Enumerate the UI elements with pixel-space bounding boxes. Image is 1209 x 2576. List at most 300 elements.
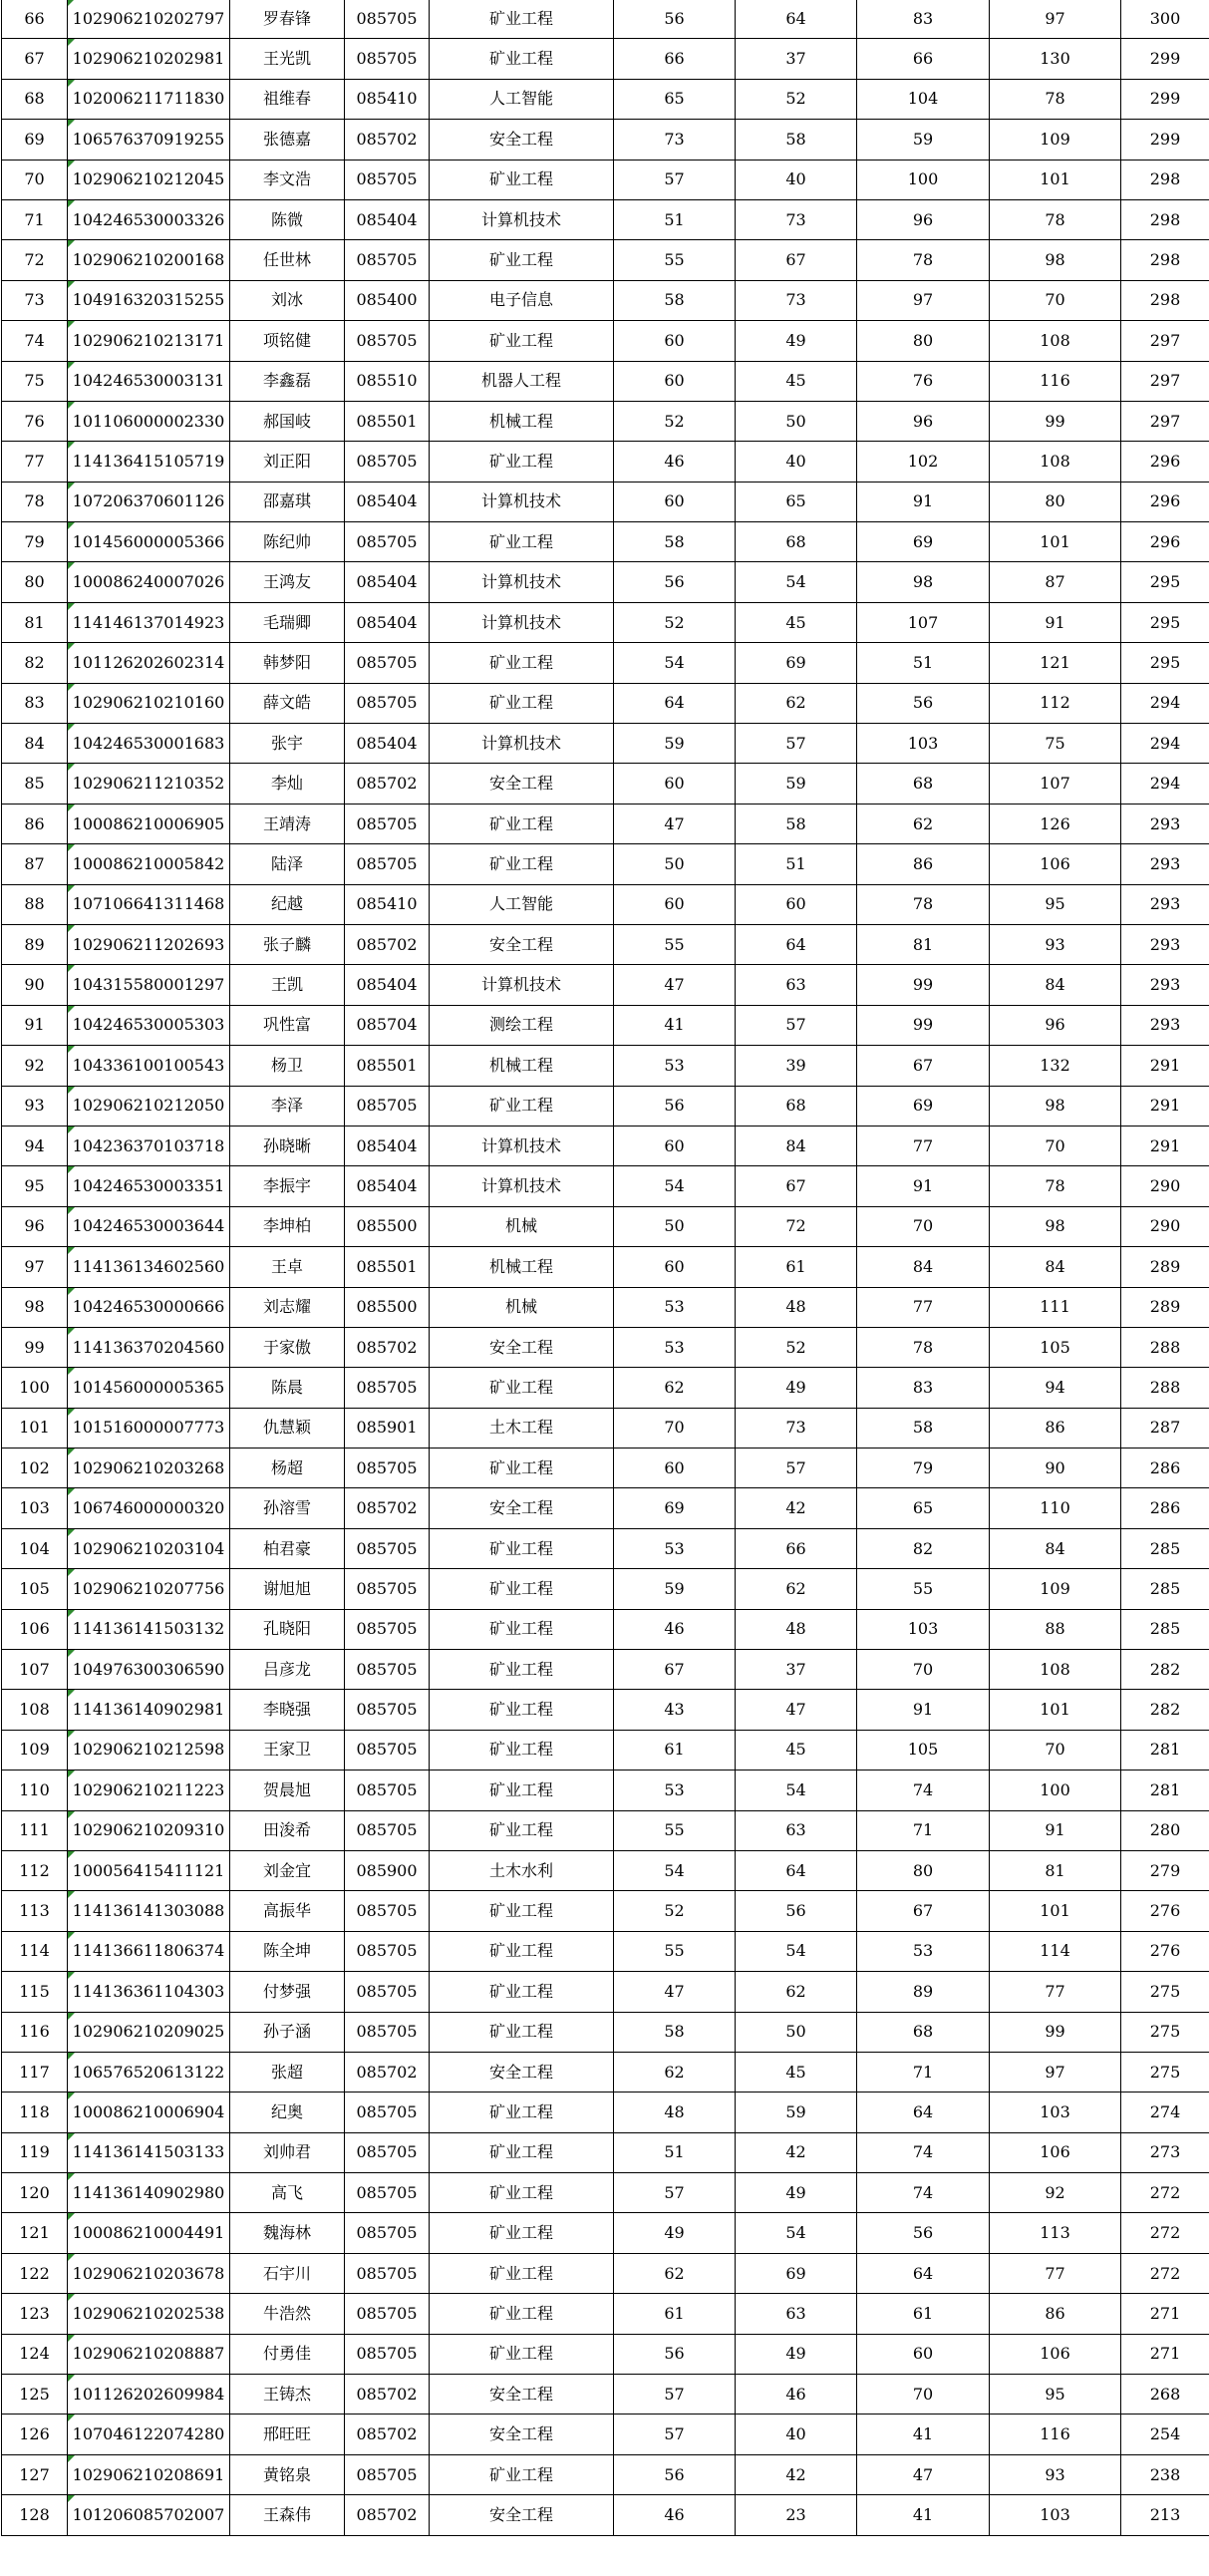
total-score-cell: 297 [1121, 361, 1209, 401]
major-name-cell: 矿业工程 [430, 2132, 614, 2172]
politics-score-cell: 61 [614, 1730, 736, 1770]
table-row [2, 1368, 1209, 1408]
major-code-cell: 085705 [345, 2253, 430, 2293]
subject-1-score-cell: 55 [857, 1569, 990, 1609]
major-code-cell: 085705 [345, 2093, 430, 2132]
total-score-cell: 294 [1121, 724, 1209, 764]
exam-id-cell: 114136140902980 [68, 2173, 230, 2213]
total-score-cell: 285 [1121, 1569, 1209, 1609]
rank-cell: 70 [2, 160, 68, 199]
subject-2-score-cell: 100 [990, 1771, 1121, 1810]
politics-score-cell: 60 [614, 1247, 736, 1287]
subject-2-score-cell: 114 [990, 1931, 1121, 1971]
foreign-language-score-cell: 60 [736, 884, 857, 924]
major-name-cell: 电子信息 [430, 280, 614, 320]
name-cell: 石宇川 [230, 2253, 345, 2293]
major-name-cell: 矿业工程 [430, 1771, 614, 1810]
rank-cell: 68 [2, 79, 68, 119]
major-name-cell: 土木水利 [430, 1850, 614, 1890]
major-code-cell: 085705 [345, 240, 430, 280]
subject-2-score-cell: 96 [990, 1005, 1121, 1045]
table-row [2, 2375, 1209, 2415]
name-cell: 陈晨 [230, 1368, 345, 1408]
major-name-cell: 安全工程 [430, 2375, 614, 2415]
exam-id-cell: 102906210200168 [68, 240, 230, 280]
name-cell: 祖维春 [230, 79, 345, 119]
subject-2-score-cell: 106 [990, 2132, 1121, 2172]
table-row [2, 1730, 1209, 1770]
name-cell: 李文浩 [230, 160, 345, 199]
major-code-cell: 085404 [345, 602, 430, 642]
subject-1-score-cell: 78 [857, 884, 990, 924]
politics-score-cell: 55 [614, 924, 736, 964]
foreign-language-score-cell: 49 [736, 1368, 857, 1408]
subject-2-score-cell: 86 [990, 1408, 1121, 1448]
total-score-cell: 296 [1121, 442, 1209, 482]
exam-id-cell: 107106641311468 [68, 884, 230, 924]
table-row [2, 199, 1209, 239]
exam-id-cell: 100086210004491 [68, 2213, 230, 2253]
foreign-language-score-cell: 64 [736, 924, 857, 964]
foreign-language-score-cell: 40 [736, 2415, 857, 2454]
foreign-language-score-cell: 58 [736, 804, 857, 843]
exam-id-cell: 101106000002330 [68, 401, 230, 441]
politics-score-cell: 56 [614, 2454, 736, 2494]
rank-cell: 83 [2, 683, 68, 723]
table-row [2, 2495, 1209, 2535]
rank-cell: 73 [2, 280, 68, 320]
exam-id-cell: 104246530003326 [68, 199, 230, 239]
subject-2-score-cell: 84 [990, 1528, 1121, 1568]
exam-id-cell: 101456000005365 [68, 1368, 230, 1408]
rank-cell: 102 [2, 1449, 68, 1488]
foreign-language-score-cell: 68 [736, 522, 857, 562]
subject-1-score-cell: 41 [857, 2415, 990, 2454]
foreign-language-score-cell: 49 [736, 2173, 857, 2213]
rank-cell: 93 [2, 1086, 68, 1126]
total-score-cell: 272 [1121, 2213, 1209, 2253]
table-row [2, 1126, 1209, 1165]
politics-score-cell: 55 [614, 1810, 736, 1850]
total-score-cell: 295 [1121, 643, 1209, 683]
exam-id-cell: 114136140902981 [68, 1690, 230, 1730]
total-score-cell: 290 [1121, 1166, 1209, 1206]
major-name-cell: 矿业工程 [430, 1528, 614, 1568]
foreign-language-score-cell: 45 [736, 602, 857, 642]
exam-id-cell: 104246530003131 [68, 361, 230, 401]
exam-id-cell: 104246530003351 [68, 1166, 230, 1206]
name-cell: 付勇佳 [230, 2334, 345, 2374]
exam-id-cell: 104315580001297 [68, 965, 230, 1005]
table-row [2, 884, 1209, 924]
rank-cell: 81 [2, 602, 68, 642]
politics-score-cell: 65 [614, 79, 736, 119]
subject-2-score-cell: 91 [990, 1810, 1121, 1850]
rank-cell: 99 [2, 1327, 68, 1367]
name-cell: 张德嘉 [230, 120, 345, 160]
rank-cell: 128 [2, 2495, 68, 2535]
table-row [2, 965, 1209, 1005]
politics-score-cell: 62 [614, 2052, 736, 2092]
rank-cell: 103 [2, 1488, 68, 1528]
exam-id-cell: 104246530001683 [68, 724, 230, 764]
rank-cell: 111 [2, 1810, 68, 1850]
subject-2-score-cell: 92 [990, 2173, 1121, 2213]
name-cell: 郝国岐 [230, 401, 345, 441]
politics-score-cell: 61 [614, 2294, 736, 2334]
subject-2-score-cell: 126 [990, 804, 1121, 843]
subject-2-score-cell: 90 [990, 1449, 1121, 1488]
subject-1-score-cell: 74 [857, 2173, 990, 2213]
rank-cell: 92 [2, 1046, 68, 1086]
major-code-cell: 085510 [345, 361, 430, 401]
name-cell: 王铸杰 [230, 2375, 345, 2415]
total-score-cell: 299 [1121, 79, 1209, 119]
subject-2-score-cell: 78 [990, 79, 1121, 119]
major-code-cell: 085400 [345, 280, 430, 320]
foreign-language-score-cell: 45 [736, 1730, 857, 1770]
exam-id-cell: 102906211210352 [68, 764, 230, 804]
table-row [2, 1206, 1209, 1246]
major-code-cell: 085705 [345, 39, 430, 79]
subject-1-score-cell: 82 [857, 1528, 990, 1568]
subject-2-score-cell: 116 [990, 361, 1121, 401]
total-score-cell: 295 [1121, 562, 1209, 602]
name-cell: 吕彦龙 [230, 1650, 345, 1690]
total-score-cell: 275 [1121, 2052, 1209, 2092]
major-name-cell: 矿业工程 [430, 1690, 614, 1730]
subject-1-score-cell: 56 [857, 683, 990, 723]
name-cell: 于家傲 [230, 1327, 345, 1367]
name-cell: 李泽 [230, 1086, 345, 1126]
name-cell: 高振华 [230, 1891, 345, 1931]
major-code-cell: 085501 [345, 401, 430, 441]
major-code-cell: 085705 [345, 1690, 430, 1730]
foreign-language-score-cell: 23 [736, 2495, 857, 2535]
foreign-language-score-cell: 73 [736, 199, 857, 239]
foreign-language-score-cell: 52 [736, 79, 857, 119]
major-code-cell: 085705 [345, 1569, 430, 1609]
major-code-cell: 085705 [345, 683, 430, 723]
foreign-language-score-cell: 62 [736, 683, 857, 723]
table-row [2, 1771, 1209, 1810]
total-score-cell: 299 [1121, 120, 1209, 160]
total-score-cell: 293 [1121, 804, 1209, 843]
name-cell: 孔晓阳 [230, 1609, 345, 1649]
major-code-cell: 085702 [345, 2052, 430, 2092]
table-row [2, 1931, 1209, 1971]
exam-id-cell: 101516000007773 [68, 1408, 230, 1448]
foreign-language-score-cell: 64 [736, 0, 857, 39]
major-code-cell: 085705 [345, 643, 430, 683]
name-cell: 牛浩然 [230, 2294, 345, 2334]
subject-2-score-cell: 121 [990, 643, 1121, 683]
politics-score-cell: 60 [614, 884, 736, 924]
rank-cell: 101 [2, 1408, 68, 1448]
total-score-cell: 296 [1121, 522, 1209, 562]
subject-1-score-cell: 68 [857, 764, 990, 804]
exam-id-cell: 106576520613122 [68, 2052, 230, 2092]
name-cell: 孙溶雪 [230, 1488, 345, 1528]
subject-1-score-cell: 100 [857, 160, 990, 199]
subject-1-score-cell: 67 [857, 1891, 990, 1931]
foreign-language-score-cell: 54 [736, 562, 857, 602]
exam-id-cell: 102906210212598 [68, 1730, 230, 1770]
foreign-language-score-cell: 69 [736, 643, 857, 683]
name-cell: 付梦强 [230, 1972, 345, 2012]
total-score-cell: 291 [1121, 1126, 1209, 1165]
major-code-cell: 085705 [345, 1771, 430, 1810]
exam-id-cell: 104246530000666 [68, 1287, 230, 1327]
major-name-cell: 矿业工程 [430, 442, 614, 482]
name-cell: 王家卫 [230, 1730, 345, 1770]
exam-id-cell: 100056415411121 [68, 1850, 230, 1890]
major-code-cell: 085705 [345, 1730, 430, 1770]
exam-id-cell: 102906210202981 [68, 39, 230, 79]
politics-score-cell: 58 [614, 280, 736, 320]
subject-1-score-cell: 91 [857, 1166, 990, 1206]
major-name-cell: 机械工程 [430, 1046, 614, 1086]
subject-1-score-cell: 77 [857, 1287, 990, 1327]
table-row [2, 924, 1209, 964]
major-code-cell: 085705 [345, 2294, 430, 2334]
subject-2-score-cell: 130 [990, 39, 1121, 79]
politics-score-cell: 52 [614, 401, 736, 441]
exam-id-cell: 102906210203104 [68, 1528, 230, 1568]
foreign-language-score-cell: 73 [736, 280, 857, 320]
major-code-cell: 085705 [345, 1972, 430, 2012]
foreign-language-score-cell: 50 [736, 2012, 857, 2052]
subject-1-score-cell: 58 [857, 1408, 990, 1448]
major-name-cell: 矿业工程 [430, 2253, 614, 2293]
table-row [2, 2093, 1209, 2132]
name-cell: 纪奥 [230, 2093, 345, 2132]
subject-2-score-cell: 108 [990, 442, 1121, 482]
foreign-language-score-cell: 56 [736, 1891, 857, 1931]
major-code-cell: 085404 [345, 965, 430, 1005]
rank-cell: 79 [2, 522, 68, 562]
politics-score-cell: 66 [614, 39, 736, 79]
subject-1-score-cell: 67 [857, 1046, 990, 1086]
table-row [2, 2012, 1209, 2052]
major-name-cell: 矿业工程 [430, 2294, 614, 2334]
rank-cell: 69 [2, 120, 68, 160]
name-cell: 柏君豪 [230, 1528, 345, 1568]
subject-2-score-cell: 108 [990, 1650, 1121, 1690]
name-cell: 张宇 [230, 724, 345, 764]
exam-id-cell: 102906211202693 [68, 924, 230, 964]
exam-id-cell: 100086210006904 [68, 2093, 230, 2132]
total-score-cell: 298 [1121, 240, 1209, 280]
major-code-cell: 085410 [345, 884, 430, 924]
rank-cell: 116 [2, 2012, 68, 2052]
subject-1-score-cell: 56 [857, 2213, 990, 2253]
table-row [2, 482, 1209, 521]
foreign-language-score-cell: 54 [736, 1931, 857, 1971]
subject-1-score-cell: 83 [857, 1368, 990, 1408]
rank-cell: 77 [2, 442, 68, 482]
major-name-cell: 矿业工程 [430, 683, 614, 723]
exam-id-cell: 106746000000320 [68, 1488, 230, 1528]
name-cell: 陈微 [230, 199, 345, 239]
major-name-cell: 矿业工程 [430, 2093, 614, 2132]
exam-id-cell: 102906210211223 [68, 1771, 230, 1810]
subject-1-score-cell: 71 [857, 1810, 990, 1850]
major-name-cell: 矿业工程 [430, 160, 614, 199]
exam-id-cell: 102906210213171 [68, 321, 230, 361]
table-row [2, 0, 1209, 39]
major-name-cell: 机器人工程 [430, 361, 614, 401]
rank-cell: 78 [2, 482, 68, 521]
subject-1-score-cell: 78 [857, 240, 990, 280]
politics-score-cell: 60 [614, 361, 736, 401]
rank-cell: 88 [2, 884, 68, 924]
foreign-language-score-cell: 61 [736, 1247, 857, 1287]
rank-cell: 80 [2, 562, 68, 602]
major-code-cell: 085705 [345, 2213, 430, 2253]
total-score-cell: 279 [1121, 1850, 1209, 1890]
politics-score-cell: 56 [614, 0, 736, 39]
major-code-cell: 085705 [345, 1931, 430, 1971]
exam-id-cell: 114136141303088 [68, 1891, 230, 1931]
major-name-cell: 计算机技术 [430, 1126, 614, 1165]
table-row [2, 1488, 1209, 1528]
rank-cell: 72 [2, 240, 68, 280]
exam-id-cell: 101206085702007 [68, 2495, 230, 2535]
table-row [2, 1569, 1209, 1609]
foreign-language-score-cell: 52 [736, 1327, 857, 1367]
politics-score-cell: 70 [614, 1408, 736, 1448]
table-row [2, 683, 1209, 723]
major-code-cell: 085705 [345, 1609, 430, 1649]
total-score-cell: 276 [1121, 1891, 1209, 1931]
total-score-cell: 290 [1121, 1206, 1209, 1246]
total-score-cell: 274 [1121, 2093, 1209, 2132]
major-code-cell: 085705 [345, 0, 430, 39]
major-name-cell: 计算机技术 [430, 965, 614, 1005]
rank-cell: 112 [2, 1850, 68, 1890]
subject-1-score-cell: 76 [857, 361, 990, 401]
rank-cell: 126 [2, 2415, 68, 2454]
foreign-language-score-cell: 68 [736, 1086, 857, 1126]
total-score-cell: 238 [1121, 2454, 1209, 2494]
name-cell: 张子麟 [230, 924, 345, 964]
name-cell: 王森伟 [230, 2495, 345, 2535]
name-cell: 刘志耀 [230, 1287, 345, 1327]
total-score-cell: 273 [1121, 2132, 1209, 2172]
name-cell: 李晓强 [230, 1690, 345, 1730]
subject-2-score-cell: 77 [990, 1972, 1121, 2012]
politics-score-cell: 51 [614, 2132, 736, 2172]
table-row [2, 1086, 1209, 1126]
table-row [2, 2253, 1209, 2293]
rank-cell: 105 [2, 1569, 68, 1609]
major-code-cell: 085404 [345, 482, 430, 521]
total-score-cell: 293 [1121, 965, 1209, 1005]
major-code-cell: 085705 [345, 2454, 430, 2494]
foreign-language-score-cell: 49 [736, 321, 857, 361]
subject-2-score-cell: 110 [990, 1488, 1121, 1528]
subject-1-score-cell: 104 [857, 79, 990, 119]
exam-id-cell: 102906210210160 [68, 683, 230, 723]
exam-id-cell: 102906210202797 [68, 0, 230, 39]
foreign-language-score-cell: 62 [736, 1972, 857, 2012]
subject-2-score-cell: 70 [990, 280, 1121, 320]
major-code-cell: 085705 [345, 2173, 430, 2213]
table-row [2, 1005, 1209, 1045]
major-name-cell: 安全工程 [430, 1488, 614, 1528]
total-score-cell: 282 [1121, 1690, 1209, 1730]
total-score-cell: 280 [1121, 1810, 1209, 1850]
major-code-cell: 085702 [345, 924, 430, 964]
subject-1-score-cell: 68 [857, 2012, 990, 2052]
exam-id-cell: 114136134602560 [68, 1247, 230, 1287]
major-name-cell: 计算机技术 [430, 482, 614, 521]
politics-score-cell: 54 [614, 643, 736, 683]
major-name-cell: 矿业工程 [430, 1931, 614, 1971]
subject-2-score-cell: 75 [990, 724, 1121, 764]
name-cell: 田浚希 [230, 1810, 345, 1850]
foreign-language-score-cell: 57 [736, 724, 857, 764]
table-row [2, 602, 1209, 642]
subject-1-score-cell: 89 [857, 1972, 990, 2012]
politics-score-cell: 73 [614, 120, 736, 160]
total-score-cell: 300 [1121, 0, 1209, 39]
name-cell: 魏海林 [230, 2213, 345, 2253]
foreign-language-score-cell: 72 [736, 1206, 857, 1246]
subject-2-score-cell: 103 [990, 2093, 1121, 2132]
major-code-cell: 085705 [345, 2012, 430, 2052]
major-name-cell: 矿业工程 [430, 1569, 614, 1609]
subject-2-score-cell: 93 [990, 2454, 1121, 2494]
table-row [2, 1609, 1209, 1649]
major-code-cell: 085705 [345, 1650, 430, 1690]
politics-score-cell: 53 [614, 1287, 736, 1327]
subject-1-score-cell: 83 [857, 0, 990, 39]
politics-score-cell: 46 [614, 2495, 736, 2535]
table-row [2, 1972, 1209, 2012]
exam-id-cell: 104246530003644 [68, 1206, 230, 1246]
major-name-cell: 矿业工程 [430, 1449, 614, 1488]
politics-score-cell: 64 [614, 683, 736, 723]
table-row [2, 39, 1209, 79]
rank-cell: 84 [2, 724, 68, 764]
subject-1-score-cell: 61 [857, 2294, 990, 2334]
subject-1-score-cell: 70 [857, 2375, 990, 2415]
total-score-cell: 294 [1121, 764, 1209, 804]
subject-2-score-cell: 70 [990, 1126, 1121, 1165]
major-code-cell: 085705 [345, 2132, 430, 2172]
table-row [2, 1408, 1209, 1448]
table-row [2, 1650, 1209, 1690]
subject-2-score-cell: 84 [990, 965, 1121, 1005]
exam-id-cell: 104336100100543 [68, 1046, 230, 1086]
major-name-cell: 矿业工程 [430, 1650, 614, 1690]
total-score-cell: 281 [1121, 1771, 1209, 1810]
rank-cell: 89 [2, 924, 68, 964]
politics-score-cell: 46 [614, 442, 736, 482]
subject-1-score-cell: 96 [857, 199, 990, 239]
major-name-cell: 机械 [430, 1206, 614, 1246]
politics-score-cell: 57 [614, 2375, 736, 2415]
major-name-cell: 安全工程 [430, 120, 614, 160]
subject-1-score-cell: 74 [857, 2132, 990, 2172]
rank-cell: 127 [2, 2454, 68, 2494]
major-name-cell: 安全工程 [430, 2415, 614, 2454]
total-score-cell: 285 [1121, 1609, 1209, 1649]
rank-cell: 109 [2, 1730, 68, 1770]
politics-score-cell: 53 [614, 1771, 736, 1810]
